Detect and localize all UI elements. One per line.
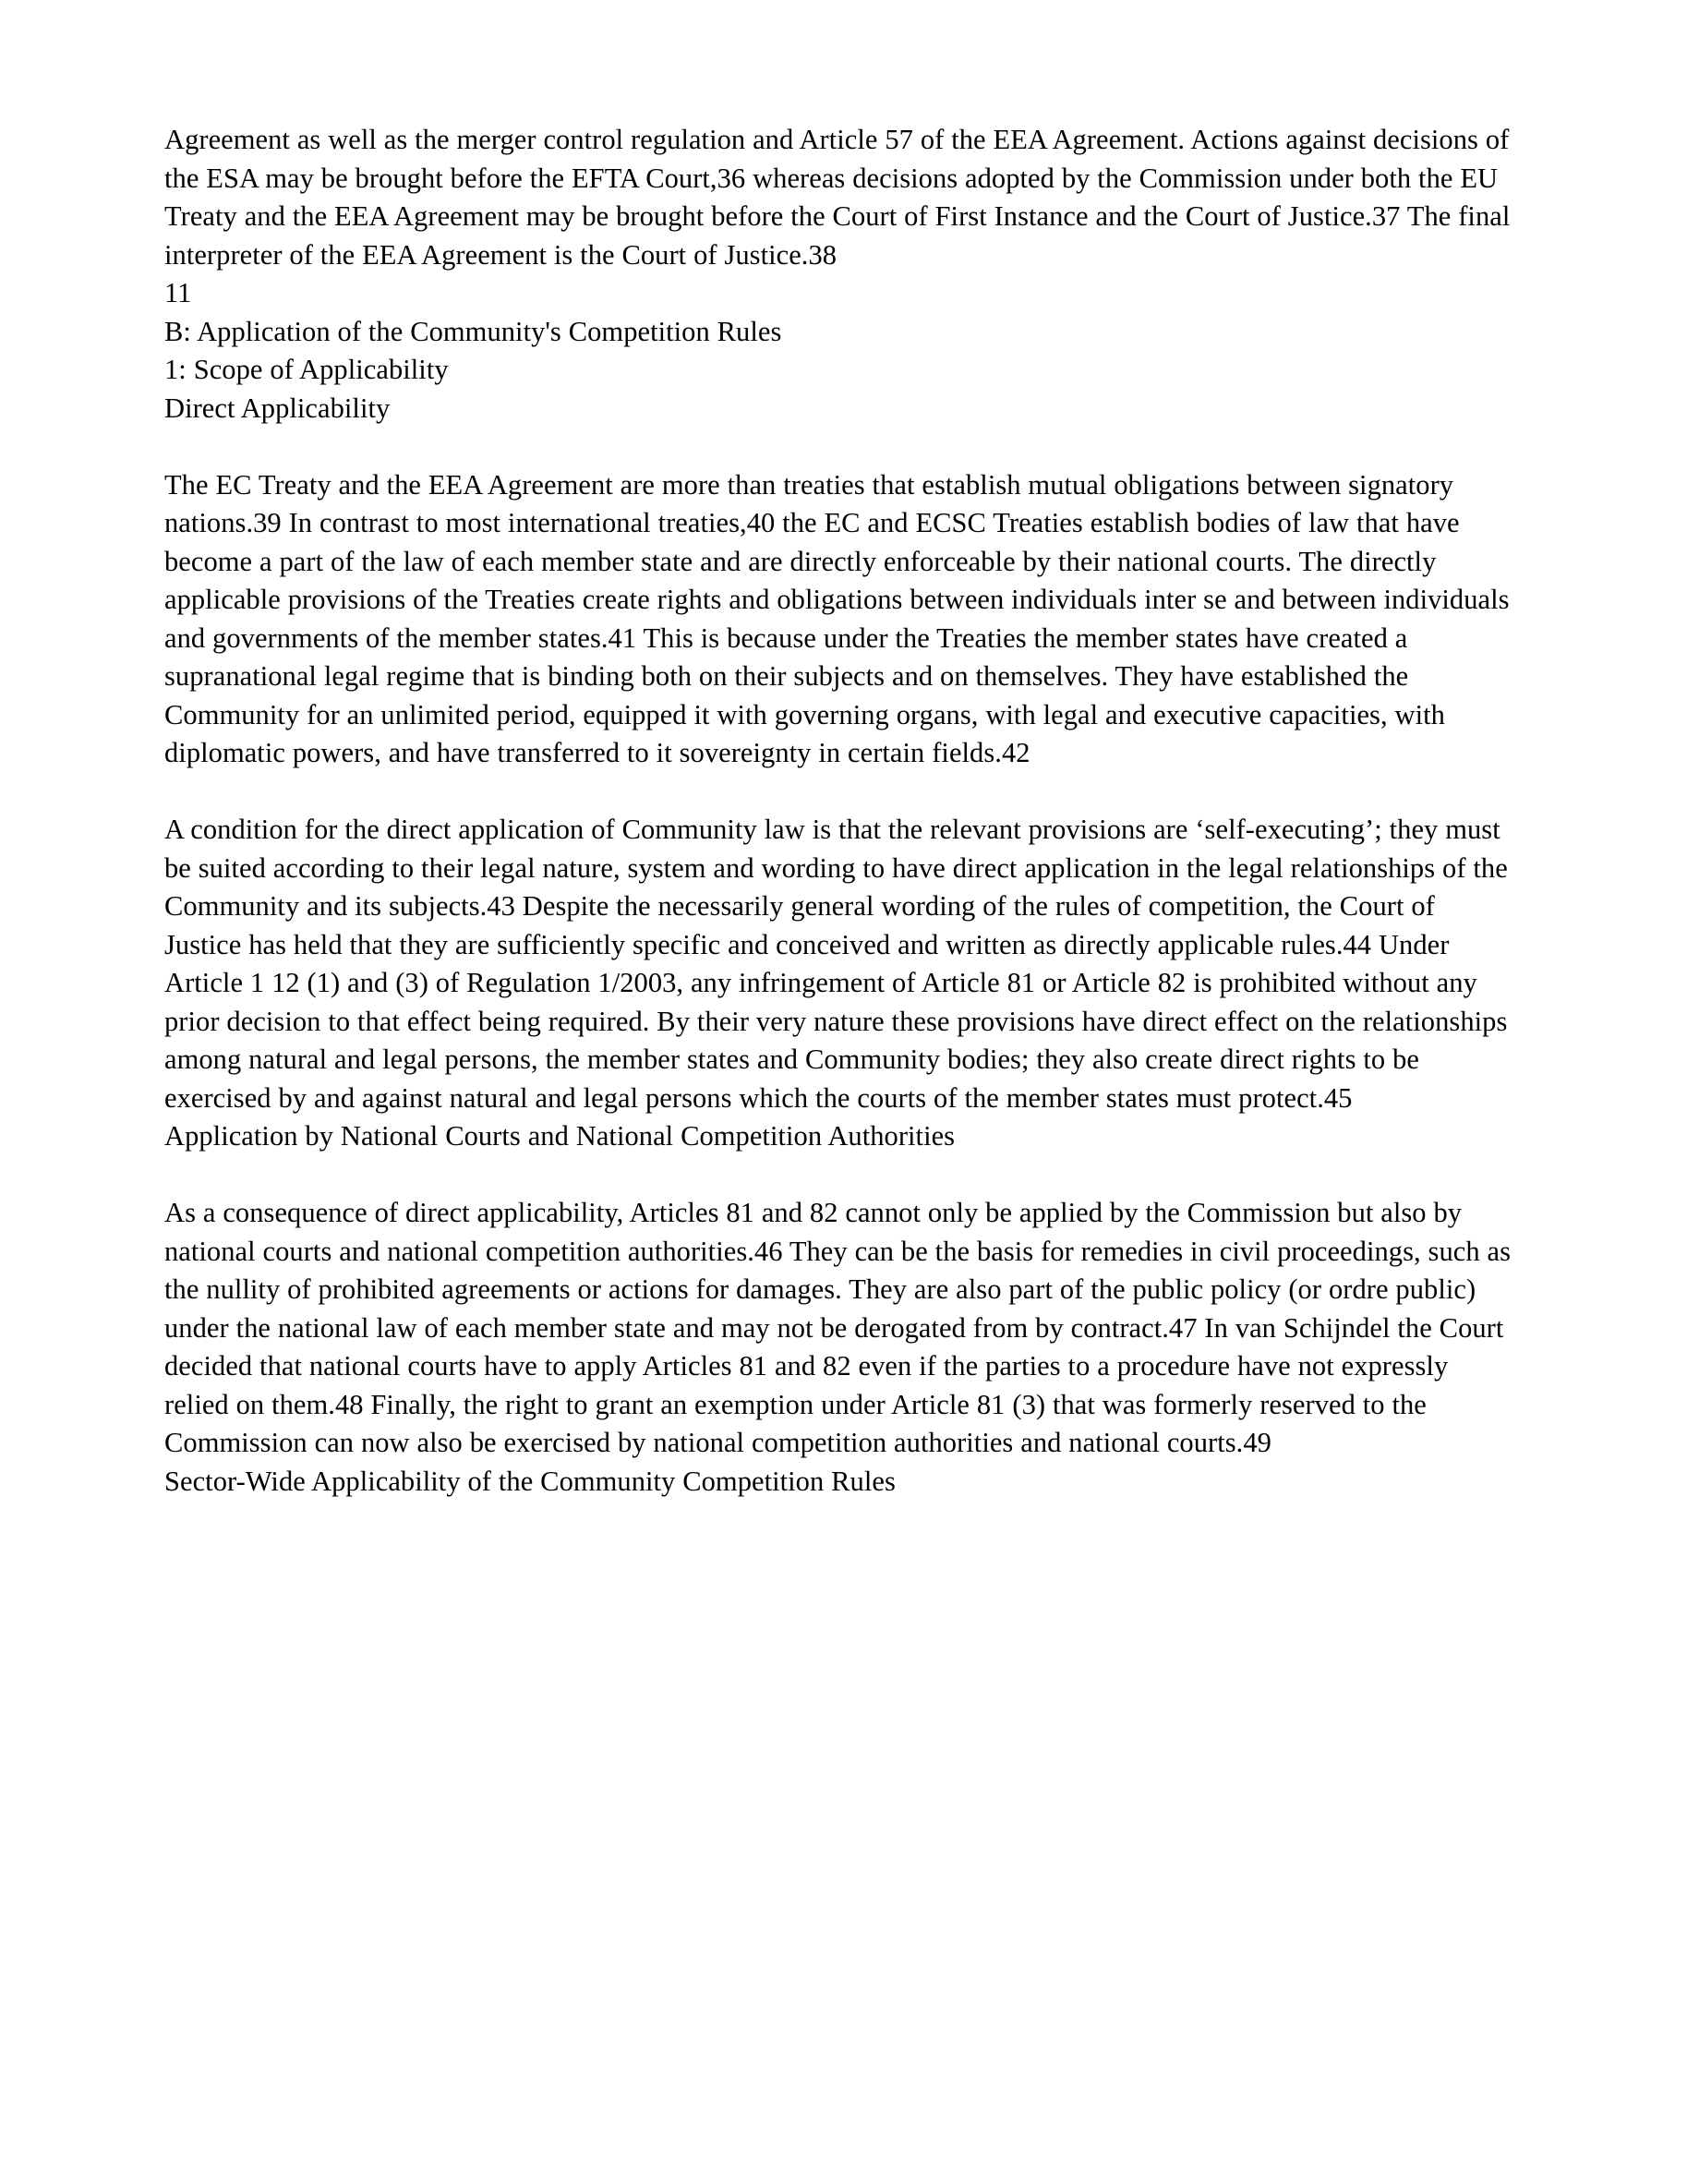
paragraph-1: Agreement as well as the merger control regulation and Article 57 of the EEA Agreement. Actions against decisions of the ESA may be brought before the EFTA Court,36 whereas decisions adopted by the Commission under both the EU Treaty and the EEA Agreement may be brought before the Court of First Instance and the Court of Justice.37 The final interpreter of the EEA Agreement is the Court of Justice.38 [164,124,1511,271]
paragraph-3: A condition for the direct application of Community law is that the relevant provisions are ‘self-executing’; they must be suited according to their legal nature, system and wording to have direct application in the legal relationships of the Community and its subjects.43 Despite the necessarily general wording of the rules of competition, the Court of Justice has held that they are sufficiently specific and conceived and written as directly applicable rules.44 Under Article 1 12 (1) and (3) of Regulation 1/2003, any infringement of Article 81 or Article 82 is prohibited without any prior decision to that effect being required. By their very nature these provisions have direct effect on the relationships among natural and legal persons, the member states and Community bodies; they also create direct rights to be exercised by and against natural and legal persons which the courts of the member states must protect.45 [164,814,1508,1114]
paragraph-4: As a consequence of direct applicability, Articles 81 and 82 cannot only be applied by the Commission but also by national courts and national competition authorities.46 They can be the basis for remedies in civil proceedings, such as the nullity of prohibited agreements or actions for damages. They are also part of the public policy (or ordre public) under the national law of each member state and may not be derogated from by contract.47 In van Schijndel the Court decided that national courts have to apply Articles 81 and 82 even if the parties to a procedure have not expressly relied on them.48 Finally, the right to grant an exemption under Article 81 (3) that was formerly reserved to the Commission can now also be exercised by national competition authorities and national courts.49 [164,1197,1512,1458]
spacer-1 [164,428,1512,466]
spacer-3 [164,1156,1512,1195]
heading-sector-wide: Sector-Wide Applicability of the Community Competition Rules [164,1465,896,1497]
heading-application-national-courts: Application by National Courts and National Competition Authorities [164,1120,956,1152]
paragraph-2: The EC Treaty and the EEA Agreement are more than treaties that establish mutual obligations between signatory nations.39 In contrast to most international treaties,40 the EC and ECSC Treaties establish bodies of law that have become a part of the law of each member state and are directly enforceable by their national courts. The directly applicable provisions of the Treaties create rights and obligations between individuals inter se and between individuals and governments of the member states.41 This is because under the Treaties the member states have created a supranational legal regime that is binding both on their subjects and on themselves. They have established the Community for an unlimited period, equipped it with governing organs, with legal and executive capacities, with diplomatic powers, and have transferred to it sovereignty in certain fields.42 [164,468,1510,768]
heading-section-b: B: Application of the Community's Competition Rules [164,315,782,347]
spacer-2 [164,773,1512,812]
heading-subsection-1: 1: Scope of Applicability [164,354,449,385]
page-number: 11 [164,277,192,308]
heading-direct-applicability: Direct Applicability [164,392,391,424]
document-body [164,121,1512,1501]
